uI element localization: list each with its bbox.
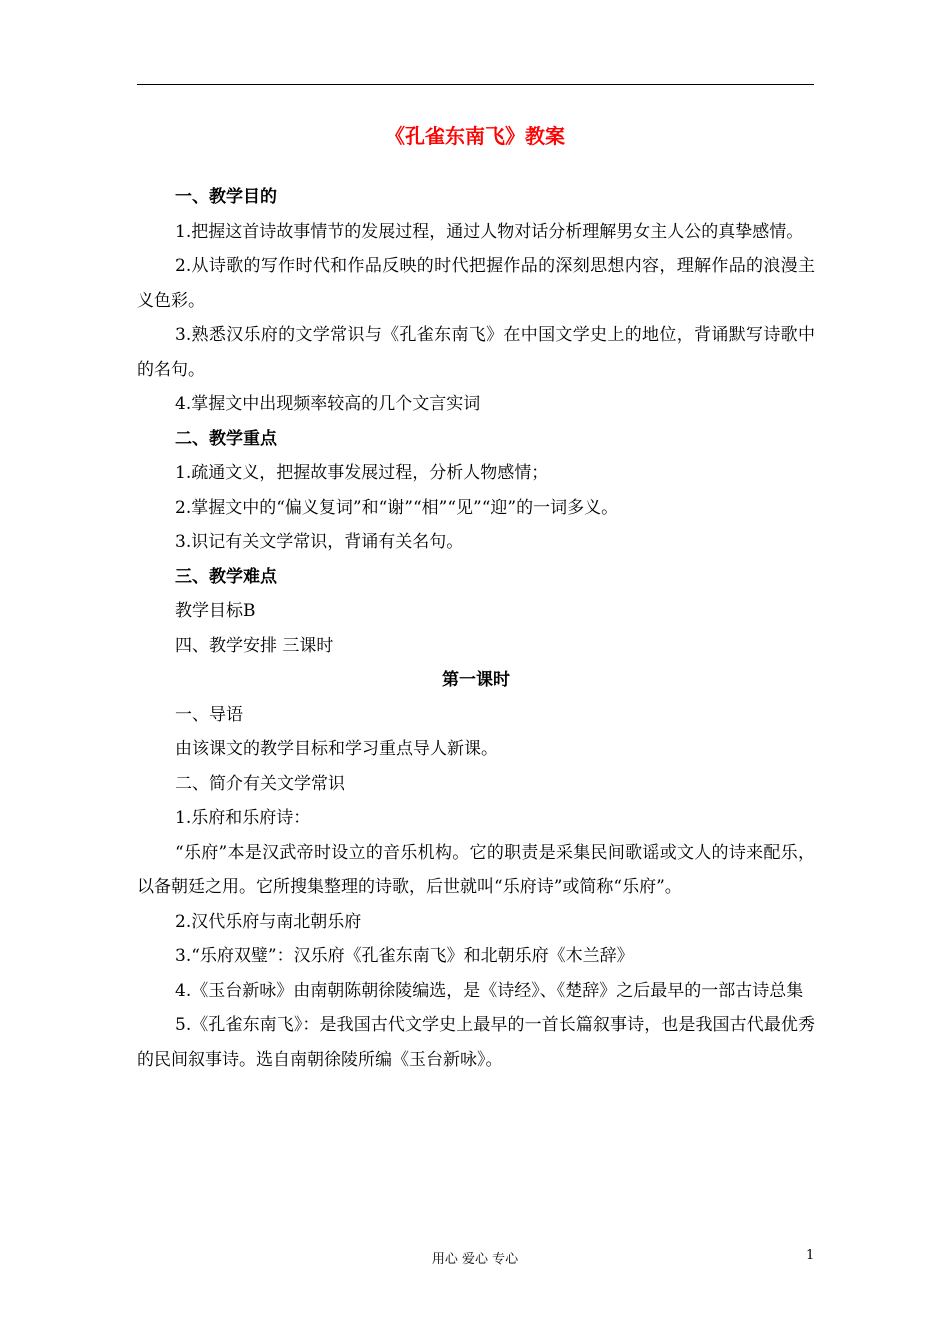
document-body	[137, 180, 815, 1077]
paragraph: 3.熟悉汉乐府的文学常识与《孔雀东南飞》在中国文学史上的地位，背诵默写诗歌中的名句。	[137, 325, 815, 380]
document-title: 《孔雀东南飞》教案	[385, 124, 565, 148]
paragraph: 2.从诗歌的写作时代和作品反映的时代把握作品的深刻思想内容，理解作品的浪漫主义色彩。	[137, 256, 815, 311]
lesson-heading: 第一课时	[442, 670, 510, 690]
paragraph: 5.《孔雀东南飞》：是我国古代文学史上最早的一首长篇叙事诗，也是我国古代最优秀的民间叙事诗。选自南朝徐陵所编《玉台新咏》。	[137, 1015, 815, 1070]
paragraph: 由该课文的教学目标和学习重点导人新课。	[175, 739, 498, 759]
paragraph: 一、导语	[175, 704, 243, 725]
page-footer: 用心 爱心 专心	[431, 1252, 519, 1267]
paragraph: 教学目标B	[175, 601, 256, 621]
paragraph: 2.掌握文中的“偏义复词”和“谢”“相”“见”“迎”的一词多义。	[175, 497, 619, 518]
section-heading: 二、教学重点	[175, 428, 277, 449]
paragraph: 1.把握这首诗故事情节的发展过程，通过人物对话分析理解男女主人公的真挚感情。	[175, 221, 804, 242]
section-heading: 三、教学难点	[175, 566, 277, 587]
paragraph: 2.汉代乐府与南北朝乐府	[175, 911, 362, 932]
paragraph: “乐府”本是汉武帝时设立的音乐机构。它的职责是采集民间歌谣或文人的诗来配乐，以备朝廷之用。它所搜集整理的诗歌，后世就叫“乐府诗”或简称“乐府”。	[137, 842, 815, 897]
paragraph: 3.识记有关文学常识，背诵有关名句。	[175, 532, 464, 552]
paragraph: 二、简介有关文学常识	[175, 773, 345, 794]
header-rule	[137, 84, 814, 85]
paragraph: 4.《玉台新咏》由南朝陈朝徐陵编选，是《诗经》、《楚辞》之后最早的一部古诗总集	[175, 980, 804, 1001]
paragraph: 四、教学安排 三课时	[175, 635, 334, 656]
page-number: 1	[806, 1248, 815, 1263]
paragraph: 1.疏通文义，把握故事发展过程，分析人物感情；	[175, 463, 549, 483]
paragraph: 4.掌握文中出现频率较高的几个文言实词	[175, 394, 481, 414]
section-heading: 一、教学目的	[175, 187, 277, 207]
paragraph: 1.乐府和乐府诗：	[175, 808, 311, 828]
paragraph: 3.“乐府双璧”：汉乐府《孔雀东南飞》和北朝乐府《木兰辞》	[175, 946, 634, 966]
